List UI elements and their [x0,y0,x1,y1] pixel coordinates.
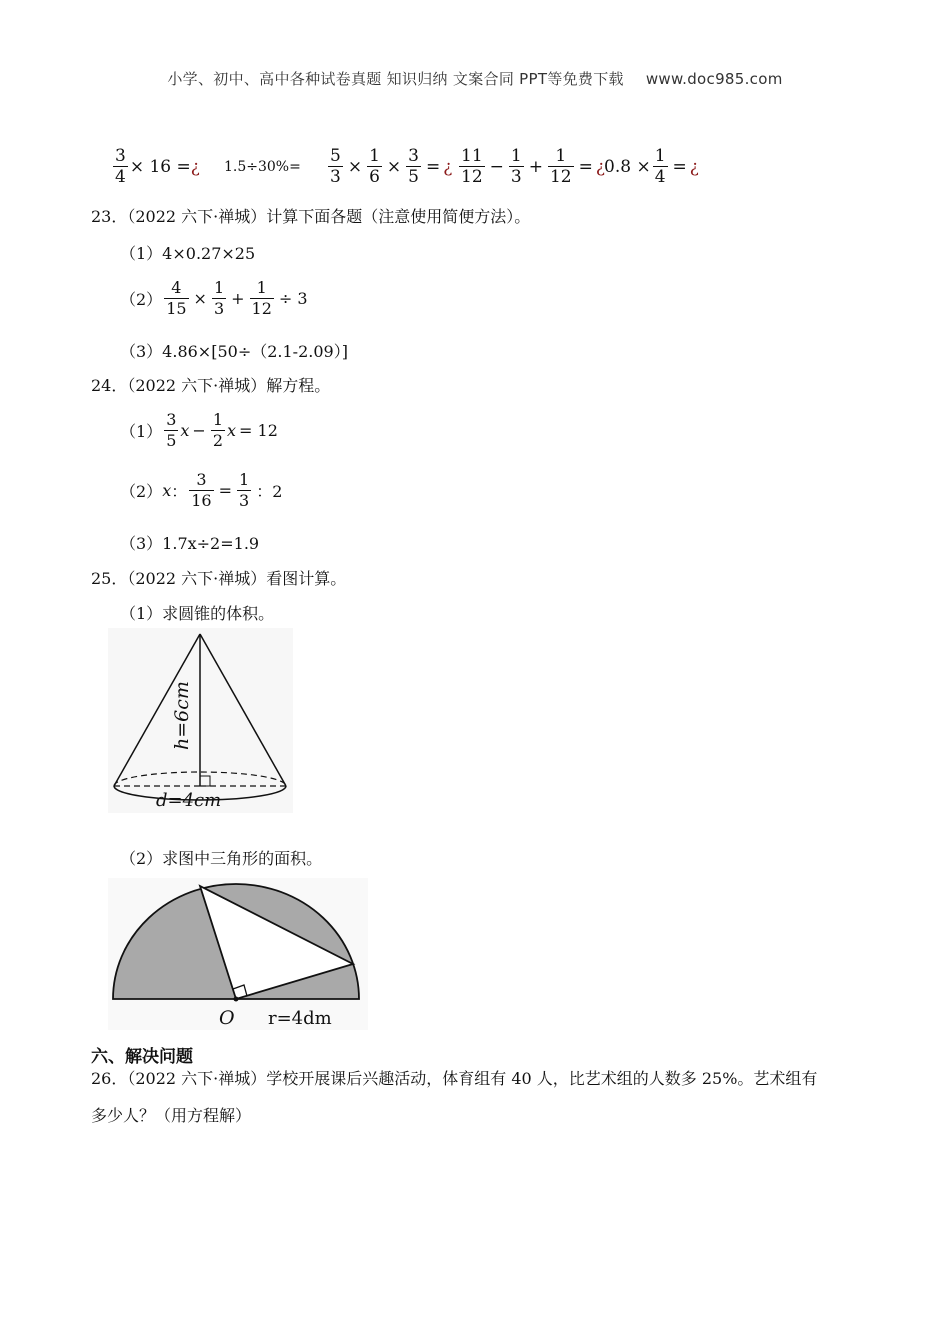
q25-part2: （2）求图中三角形的面积。 [120,849,323,868]
semicircle-figure [108,878,368,1030]
center-point [234,997,239,1002]
q23-title: 23．（2022 六下·禅城）计算下面各题（注意使用简便方法）。 [91,207,531,226]
calc-expression-5: 0.8 × $\frac{1}{4}$ = ¿ [604,146,699,187]
calc-expression-3: $\frac{5}{3}$ × $\frac{1}{6}$ × $\frac{3}{5}$ = ¿ [330,146,453,187]
q25-title: 25．（2022 六下·禅城）看图计算。 [91,569,347,588]
header-text: 小学、初中、高中各种试卷真题 知识归纳 文案合同 PPT等免费下载 [167,70,624,88]
q25-part1: （1）求圆锥的体积。 [120,604,275,623]
calc-expression-4: $\frac{11}{12}$ − $\frac{1}{3}$ + $\frac{1}{12}$ = ¿ [461,146,605,187]
center-label: O [219,1007,235,1029]
cone-height-label: h=6cm [171,681,193,750]
calc-expression-2: 1.5÷30%= [224,159,301,175]
header-site: www.doc985.com [645,70,783,88]
cone-figure [108,628,293,813]
q24-title: 24．（2022 六下·禅城）解方程。 [91,376,331,395]
page-header [0,68,950,89]
q26-line1: 26．（2022 六下·禅城）学校开展课后兴趣活动，体育组有 40 人，比艺术组的人数多 25%。艺术组有 [91,1069,818,1088]
q26-line2: 多少人？（用方程解） [91,1106,252,1125]
q23-part3: （3）4.86×[50÷（2.1-2.09）] [120,342,348,361]
section-heading: 六、解决问题 [91,1047,193,1067]
radius-label: r=4dm [268,1008,332,1029]
q24-part3: （3）1.7x÷2=1.9 [120,534,260,553]
calc-expression-1: $\frac{3}{4}$ × 16 = ¿ [115,146,200,187]
q24-part1: （1） $\frac{3}{5}$ x − $\frac{1}{2}$ x = 12 [120,410,278,450]
q23-part2: （2） $\frac{4}{15}$ × $\frac{1}{3}$ + $\frac{1}{12}$ ÷ 3 [120,278,308,318]
cone-diameter-label: d=4cm [156,790,222,811]
q23-part1: （1）4×0.27×25 [120,244,256,263]
q24-part2: （2） x ： $\frac{3}{16}$ = $\frac{1}{3}$ ：2 [120,470,283,510]
